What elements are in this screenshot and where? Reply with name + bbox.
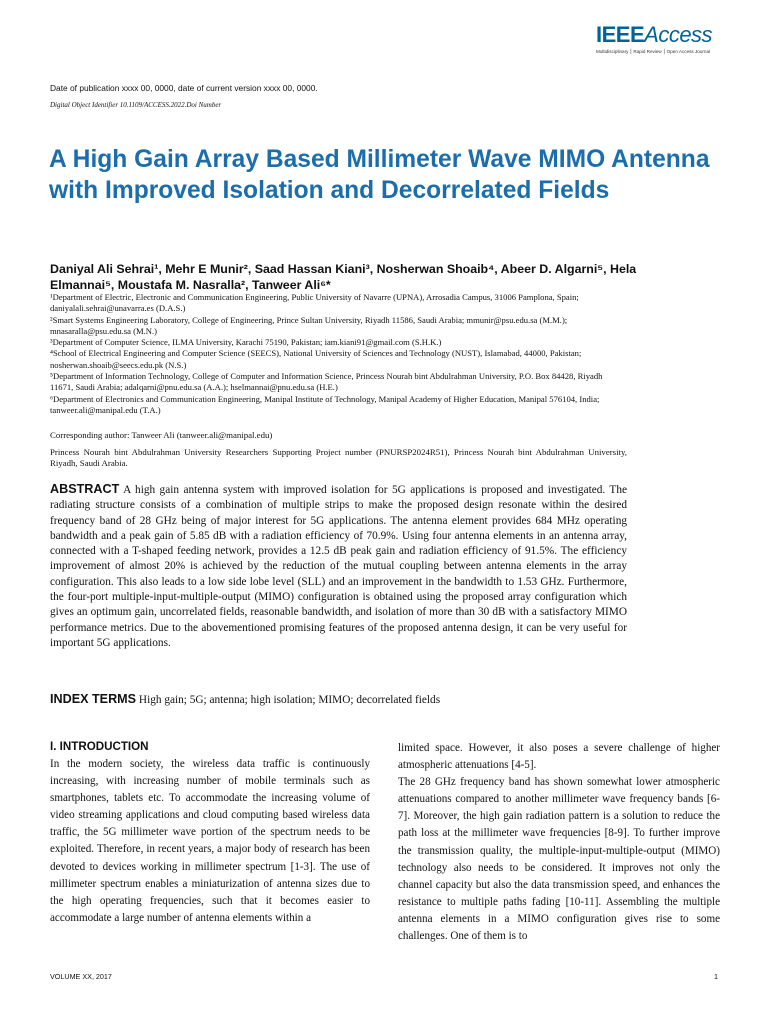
affiliations xyxy=(50,292,610,416)
body-column-right xyxy=(398,740,720,945)
body-column-left xyxy=(50,740,370,927)
doi-line: Digital Object Identifier 10.1109/ACCESS.2022.Doi Number xyxy=(50,101,222,109)
paper-title: A High Gain Array Based Millimeter Wave MIMO Antenna with Improved Isolation and Decorrelated Fields xyxy=(49,146,710,204)
logo-access-text: Access xyxy=(644,22,713,47)
logo-tagline: Multidisciplinary ⎮ Rapid Review ⎮ Open Access Journal xyxy=(596,49,711,54)
section-heading: I. INTRODUCTION xyxy=(50,740,149,753)
affiliation-1: ¹Department of Electric, Electronic and Communication Engineering, Public University of Navarre (UPNA), Arrosadia Campus, 31006 Pamplona, Spain; daniyalali.sehrai@unavarra.es (D.A.S.) xyxy=(50,292,579,314)
index-terms xyxy=(50,692,627,706)
affiliation-4: ⁴School of Electrical Engineering and Computer Science (SEECS), National University of Sciences and Technology (NUST), Islamabad, 44000, Pakistan; nosherwan.shoaib@seecs.edu.pk (N.S.) xyxy=(50,348,582,370)
publication-date: Date of publication xxxx 00, 0000, date of current version xxxx 00, 0000. xyxy=(50,83,318,93)
affiliation-2: ²Smart Systems Engineering Laboratory, College of Engineering, Prince Sultan University, Riyadh 11586, Saudi Arabia; mmunir@psu.edu.sa (M.M.); mnasaralla@psu.edu.sa (M.N.) xyxy=(50,314,568,336)
footer-page-number: 1 xyxy=(714,972,718,981)
intro-paragraph-2: The 28 GHz frequency band has shown somewhat lower atmospheric attenuations compared to another millimeter wave frequency bands [6-7]. Moreover, the high gain radiation pattern is a solution to reduce the path loss at the millimeter wave frequencies [8-9]. To further improve the transmission quality, the multiple-input-multiple-output (MIMO) technology also needs to be considered. It improves not only the channel capacity but also the data transmission speed, and enhances the resistance to multiple paths fading [10-11]. Assembling the multiple antenna elements in a MIMO configuration gives rise to some challenges. One of them is to xyxy=(398,776,720,943)
logo-ieee-text: IEEE xyxy=(596,22,645,47)
index-terms-label: INDEX TERMS xyxy=(50,692,137,706)
abstract xyxy=(50,482,627,651)
author-list: Daniyal Ali Sehrai¹, Mehr E Munir², Saad Hassan Kiani³, Nosherwan Shoaib⁴, Abeer D. Algarni⁵, Hela Elmannai⁵, Moustafa M. Nasralla², Tanweer Ali⁶* xyxy=(50,262,637,292)
abstract-label: ABSTRACT xyxy=(50,482,120,496)
intro-paragraph-1: In the modern society, the wireless data traffic is continuously increasing, with increasing number of mobile terminals such as smartphones, tablets etc. To accommodate the increasing volume of video streaming applications and cloud computing based wireless data traffic, the 5G millimeter wave portion of the spectrum needs to be exploited. Therefore, in recent years, a major body of research has been devoted to devices working in millimeter spectrum [1-3]. The use of millimeter spectrum enables a miniaturization of antenna sizes due to the high operating frequencies, such that it becomes easier to accommodate a large number of antenna elements within a xyxy=(50,758,370,924)
corresponding-author: Corresponding author: Tanweer Ali (tanweer.ali@manipal.edu) xyxy=(50,430,273,440)
footer-volume: VOLUME XX, 2017 xyxy=(50,972,112,981)
affiliation-6: ⁶Department of Electronics and Communication Engineering, Manipal Institute of Technology, Manipal Academy of Higher Education, Manipal 576104, India; tanweer.ali@manipal.edu (T.A.) xyxy=(50,393,600,415)
ieee-access-logo xyxy=(596,22,726,62)
affiliation-3: ³Department of Computer Science, ILMA University, Karachi 75190, Pakistan; iam.kiani91@gmail.com (S.H.K.) xyxy=(50,337,442,348)
index-terms-text: High gain; 5G; antenna; high isolation; MIMO; decorrelated fields xyxy=(138,694,441,706)
funding-note: Princess Nourah bint Abdulrahman University Researchers Supporting Project number (PNURSP2024R51), Princess Nourah bint Abdulrahman University, Riyadh, Saudi Arabia. xyxy=(50,447,627,469)
affiliation-5: ⁵Department of Information Technology, College of Computer and Information Science, Princess Nourah bint Abdulrahman University, P.O. Box 84428, Riyadh 11671, Saudi Arabia; adalqarni@pnu.edu.sa (A.A.); hselmannai@pnu.edu.sa (H.E.) xyxy=(50,371,603,393)
intro-paragraph-continued: limited space. However, it also poses a severe challenge of higher atmospheric attenuations [4-5]. xyxy=(398,742,720,772)
abstract-text: A high gain antenna system with improved isolation for 5G applications is proposed and investigated. The radiating structure consists of a combination of multiple strips to make the proposed design resonate within the desired frequency band of 28 GHz being of major interest for 5G applications. The antenna element provides 684 MHz operating bandwidth and a peak gain of 5.85 dB with a radiation efficiency of 70.9%. Using four antenna elements in an antenna array, connected with a T-shaped feeding network, provides a 12.5 dB peak gain and radiation efficiency of 91.5%. The efficiency improvement of almost 20% is achieved by the reduction of the mutual coupling between antenna elements in the array configuration. This also leads to a low side lobe level (SLL) and an improvement in the bandwidth to 1.53 GHz. Furthermore, the four-port multiple-input-multiple-output (MIMO) configuration is obtained using the proposed array configuration which gives an optimum gain, uncorrelated fields, reasonable bandwidth, and isolation of more than 30 dB with a satisfactory MIMO performance metrics. Due to the abovementioned promising features of the proposed antenna design, it can be very useful for important 5G applications. xyxy=(50,484,627,649)
